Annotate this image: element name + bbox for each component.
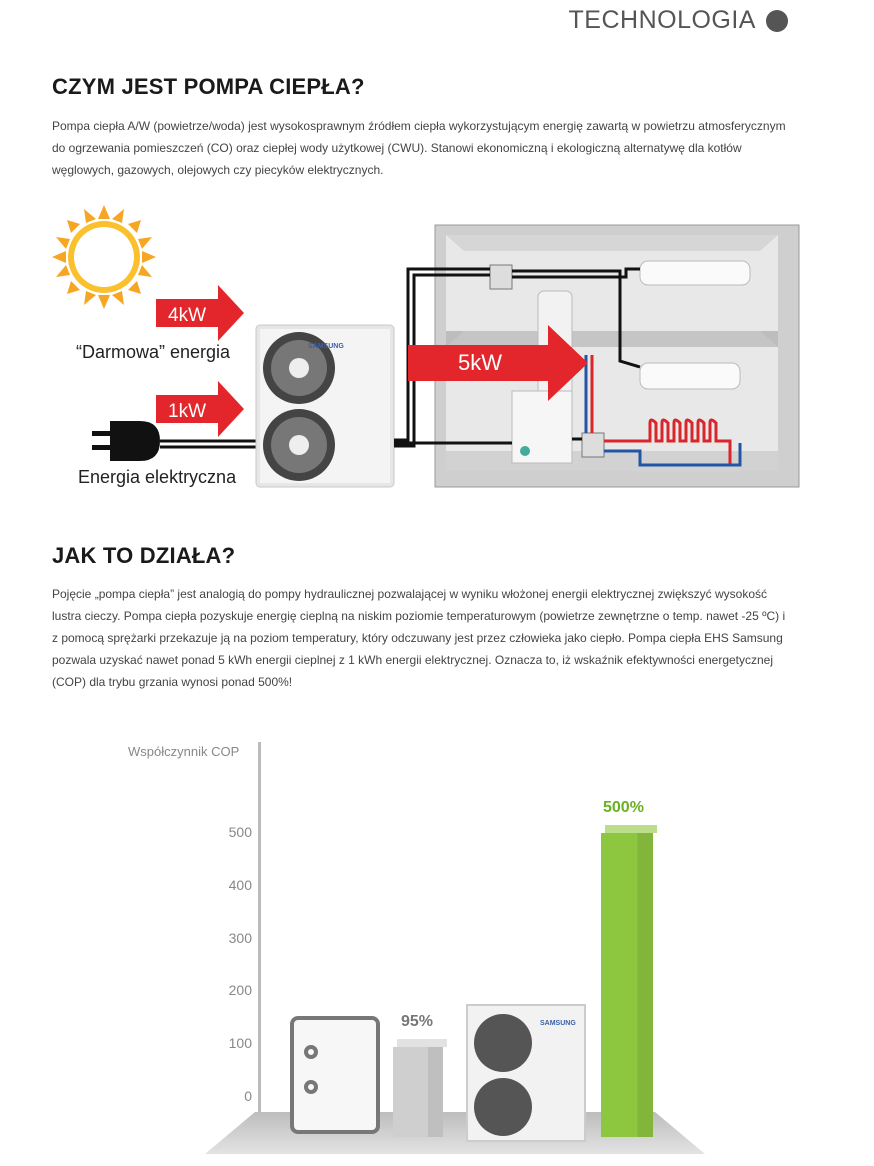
free-energy-label: “Darmowa” energia [76,342,231,362]
y-tick-label: 500 [228,824,252,840]
plug-icon [92,421,160,461]
section2-heading: JAK TO DZIAŁA? [52,543,236,568]
sun-icon [52,205,156,309]
chart-y-axis-title: Współczynnik COP [128,744,240,759]
chart-bar [393,1047,443,1137]
chart-y-axis-line [258,742,261,1120]
section-tag-label: TECHNOLOGIA [568,6,756,34]
chart-value-label: 95% [401,1012,434,1030]
electric-energy-value: 1kW [168,401,206,422]
y-tick-label: 200 [228,982,252,999]
chart-value-label: 500% [603,799,644,816]
section1-heading: CZYM JEST POMPA CIEPŁA? [52,74,365,99]
heat-pump-image [466,1004,586,1142]
output-energy-value: 5kW [458,350,502,375]
free-energy-value: 4kW [168,305,206,326]
heat-pump-brand: SAMSUNG [540,1020,576,1027]
y-tick-label: 0 [244,1088,252,1104]
electric-energy-label: Energia elektryczna [78,467,237,487]
unit-brand: SAMSUNG [308,343,344,350]
y-tick-label: 400 [228,876,252,893]
chart-bar-top [397,1039,447,1047]
y-tick-label: 100 [228,1035,252,1052]
section1-paragraph: Pompa ciepła A/W (powietrze/woda) jest wysokosprawnym źródłem ciepła wykorzystującym energię zawartą w powietrzu atmosferycznym do ogrzewania pomieszczeń (CO) oraz ciepłej wody użytkowej (CWU). Stanowi ekonomiczną i ekologiczną alternatywę dla kotłów węglowych, gazowych, olejowych czy piecyków elektrycznych. [52,119,786,177]
chart-bar [601,833,653,1137]
chart-bar-top [605,825,657,833]
section-tag [569,6,788,35]
section-dot-icon [766,10,788,32]
y-tick-label: 300 [228,929,252,946]
section2-paragraph: Pojęcie „pompa ciepła” jest analogią do pompy hydraulicznej pozwalającej w wyniku włożonej energii elektrycznej zwiększyć wysokość lustra cieczy. Pompa ciepła pozyskuje energię cieplną na niskim poziomie temperaturowym (powietrze zewnętrzne o temp. nawet -25 ºC) i z pomocą sprężarki przekazuje ją na poziom temperatury, który odczuwany jest przez człowieka jako ciepło. Pompa ciepła EHS Samsung pozwala uzyskać nawet ponad 5 kWh energii cieplnej z 1 kWh energii elektrycznej. Oznacza to, iż wskaźnik efektywności energetycznej (COP) dla trybu grzania wynosi ponad 500%! [52,587,786,689]
boiler-image [290,1016,380,1134]
